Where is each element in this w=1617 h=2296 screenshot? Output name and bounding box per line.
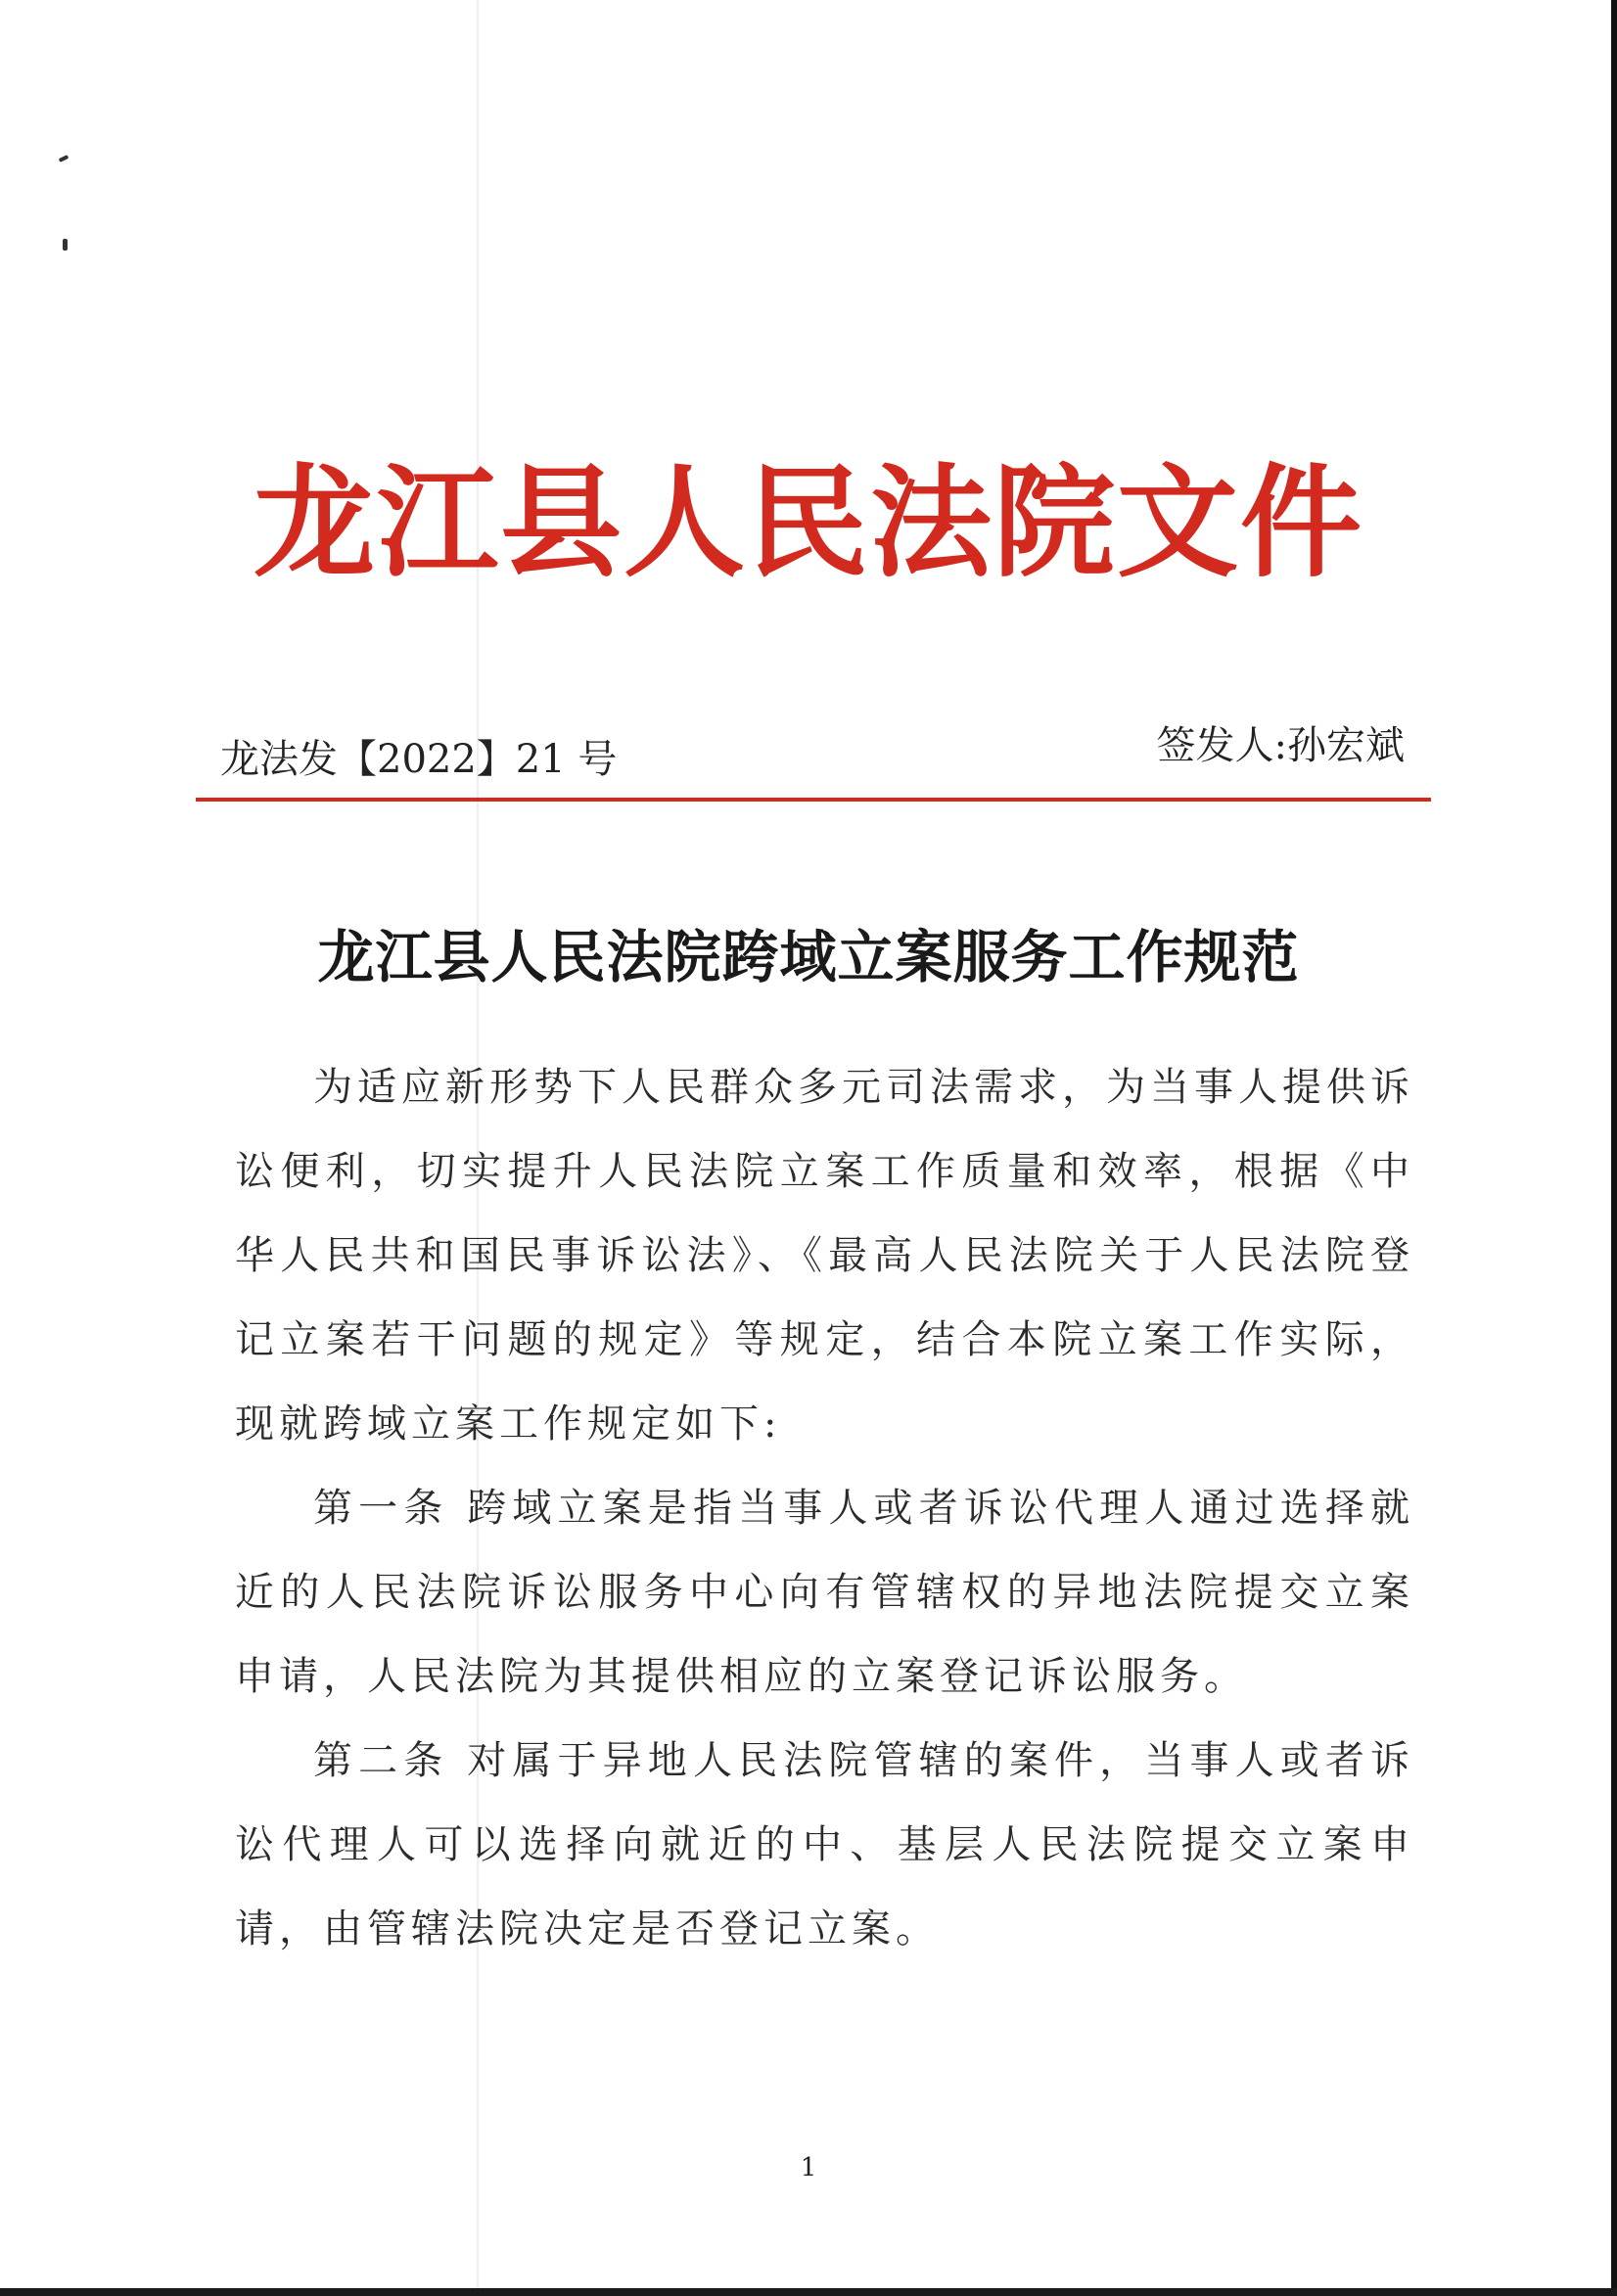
masthead-title: 龙江县人民法院文件 <box>253 452 1363 594</box>
scan-speck <box>63 239 68 251</box>
document-meta-row <box>220 714 1405 782</box>
scan-speck <box>59 155 69 162</box>
body-paragraph-preamble: 为适应新形势下人民群众多元司法需求，为当事人提供诉讼便利，切实提升人民法院立案工作质量和效率，根据《中华人民共和国民事诉讼法》、《最高人民法院关于人民法院登记立案若干问题的规定》等规定，结合本院立案工作实际，现就跨域立案工作规定如下: <box>235 1065 1414 1446</box>
document-body <box>235 1045 1414 1971</box>
scan-edge-right <box>1611 0 1617 2296</box>
page-number: 1 <box>800 2153 817 2182</box>
issuer-signature: 签发人:孙宏斌 <box>1156 723 1405 768</box>
red-divider-rule <box>196 798 1431 802</box>
document-number: 龙法发【2022】21 号 <box>220 737 618 782</box>
scan-edge-bottom <box>0 2288 1617 2296</box>
body-paragraph-article-2: 第二条 对属于异地人民法院管辖的案件，当事人或者诉讼代理人可以选择向就近的中、基层人民法院提交立案申请，由管辖法院决定是否登记立案。 <box>235 1738 1414 1952</box>
document-title: 龙江县人民法院跨域立案服务工作规范 <box>317 924 1300 990</box>
body-paragraph-article-1: 第一条 跨域立案是指当事人或者诉讼代理人通过选择就近的人民法院诉讼服务中心向有管辖权的异地法院提交立案申请，人民法院为其提供相应的立案登记诉讼服务。 <box>235 1486 1414 1699</box>
